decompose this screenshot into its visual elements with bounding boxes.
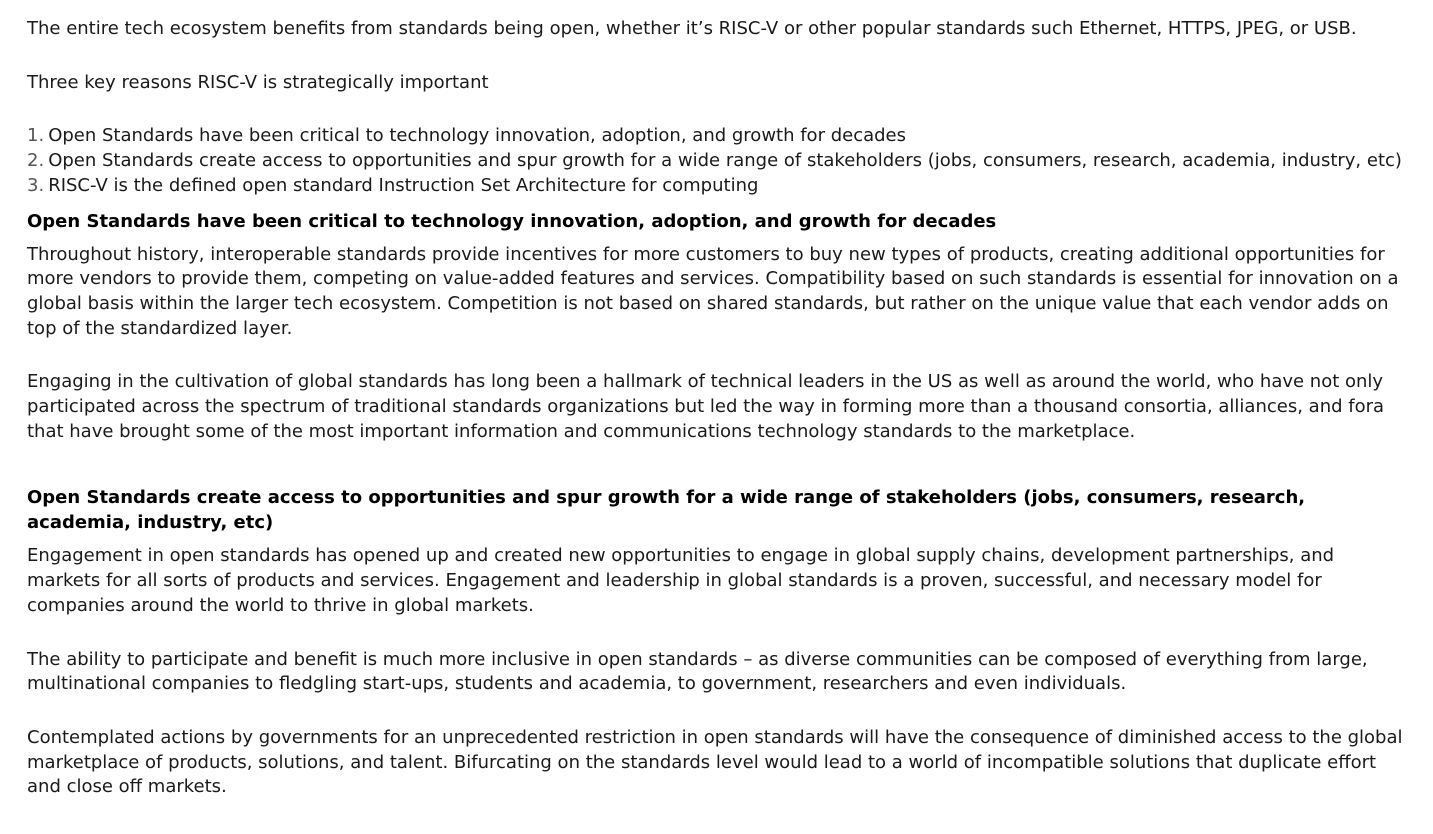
list-number: 2. xyxy=(27,150,45,172)
section-paragraph: The ability to participate and benefit is much more inclusive in open standards – as diverse communities can be composed of everything from large, multinational companies to fledgling start-ups, students and academia, to government, researchers and even individuals. xyxy=(27,648,1368,695)
section-open-standards-access xyxy=(27,485,1407,800)
list-number: 1. xyxy=(27,125,45,147)
list-item xyxy=(27,174,1407,199)
section-paragraph: Contemplated actions by governments for an unprecedented restriction in open standards will have the consequence of diminished access to the global marketplace of products, solutions, and talent. Bifurcating on the standards level would lead to a world of incompatible solutions that duplicate effort and close off markets. xyxy=(27,726,1403,798)
section-heading: Open Standards create access to opportunities and spur growth for a wide range of stakeholders (jobs, consumers, research, academia, industry, etc) xyxy=(27,487,1306,534)
reasons-list xyxy=(27,124,1407,198)
list-item xyxy=(27,149,1407,174)
list-item-text: RISC-V is the defined open standard Instruction Set Architecture for computing xyxy=(48,174,759,196)
list-number: 3. xyxy=(27,174,45,196)
list-item-text: Open Standards have been critical to technology innovation, adoption, and growth for decades xyxy=(48,125,906,147)
section-paragraph: Throughout history, interoperable standards provide incentives for more customers to buy new types of products, creating additional opportunities for more vendors to provide them, competing on value-added features and services. Compatibility based on such standards is essential for innovation on a global basis within the larger tech ecosystem. Competition is not based on shared standards, but rather on the unique value that each vendor adds on top of the standardized layer. xyxy=(27,243,1399,339)
section-paragraph: Engaging in the cultivation of global standards has long been a hallmark of technical leaders in the US as well as around the world, who have not only participated across the spectrum of traditional standards organizations but led the way in forming more than a thousand consortia, alliances, and fora that have brought some of the most important information and communications technology standards to the marketplace. xyxy=(27,371,1385,442)
section-heading: Open Standards have been critical to technology innovation, adoption, and growth for decades xyxy=(27,210,997,232)
list-item xyxy=(27,124,1407,149)
lead-sentence: Three key reasons RISC-V is strategically important xyxy=(27,71,489,93)
list-item-text: Open Standards create access to opportunities and spur growth for a wide range of stakeholders (jobs, consumers, research, academia, industry, etc) xyxy=(48,150,1402,172)
section-open-standards-innovation xyxy=(27,209,1407,445)
intro-paragraph: The entire tech ecosystem benefits from standards being open, whether it’s RISC-V or other popular standards such Ethernet, HTTPS, JPEG, or USB. xyxy=(27,18,1357,39)
section-paragraph: Engagement in open standards has opened up and created new opportunities to engage in global supply chains, development partnerships, and markets for all sorts of products and services. Engagement and leadership in global standards is a proven, successful, and necessary model for companies around the world to thrive in global markets. xyxy=(27,545,1335,616)
